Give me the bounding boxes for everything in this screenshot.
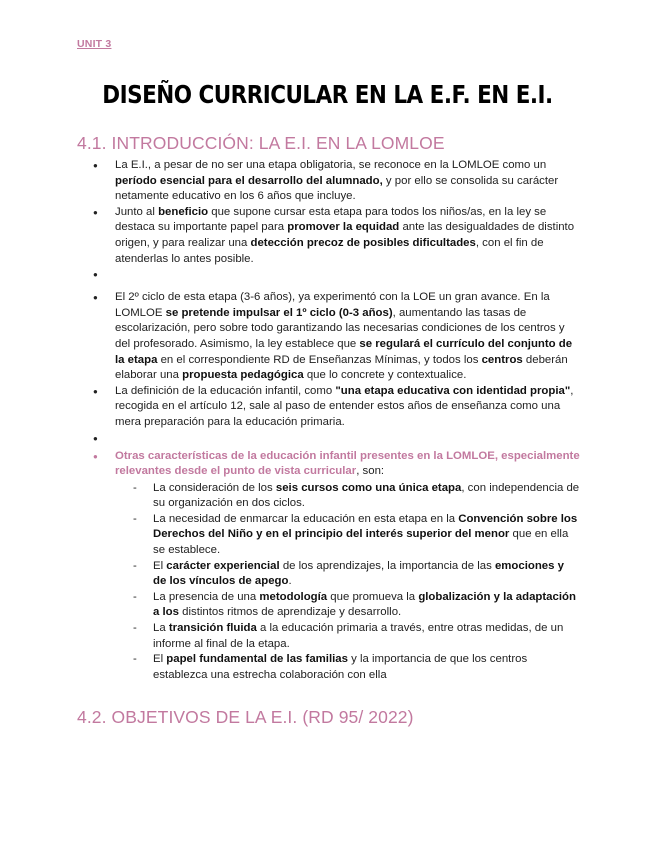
bold-run: promover la equidad xyxy=(287,221,400,234)
text-run: de los aprendizajes, la importancia de las xyxy=(279,559,495,572)
spacer xyxy=(115,267,580,282)
text-run: La necesidad de enmarcar la educación en esta etapa en la xyxy=(153,512,459,525)
bold-run: carácter experiencial xyxy=(166,559,280,572)
bold-run: se pretende impulsar el 1º ciclo (0-3 años) xyxy=(165,306,393,319)
bullet-list xyxy=(0,158,580,683)
bold-run: propuesta pedagógica xyxy=(182,369,304,382)
unit-label: UNIT 3 xyxy=(77,38,112,50)
bold-run: Convención sobre los Derechos del Niño y en el principio del interés superior del menor xyxy=(153,512,578,541)
bullet-item-beneficio xyxy=(115,205,580,267)
text-run: La consideración de los xyxy=(153,481,276,494)
bold-run: beneficio xyxy=(158,205,209,218)
bold-run: transición fluida xyxy=(168,622,257,635)
text-run: , son: xyxy=(356,465,385,478)
text-run: La presencia de una xyxy=(153,590,260,603)
dash-item-familias xyxy=(153,652,580,683)
text-run: , con el fin de atenderlas lo antes posible. xyxy=(115,236,544,265)
text-run: . xyxy=(288,575,292,588)
text-run: que lo concrete y contextualice. xyxy=(303,369,467,382)
text-run: La E.I., a pesar de no ser una etapa obligatoria, se reconoce en la LOMLOE como un xyxy=(115,159,547,171)
bold-run: detección precoz de posibles dificultades xyxy=(250,236,476,249)
bold-run: centros xyxy=(481,353,523,366)
bullet-item-etapa xyxy=(115,158,580,205)
text-run: , con independencia de su organización en dos ciclos. xyxy=(153,481,580,510)
text-run: , aumentando las tasas de escolarización, pero sobre todo garantizando las necesarias condiciones de los centros y del profesorado. Asimismo, la ley establece que xyxy=(115,306,565,350)
bold-run: metodología xyxy=(259,590,328,603)
bold-run: papel fundamental de las familias xyxy=(166,653,348,666)
bold-run: se regulará el currículo del conjunto de la etapa xyxy=(115,337,573,366)
text-run: , recogida en el artículo 12, sale al paso de entender estos años de enseñanza como una mera preparación para la educación primaria. xyxy=(115,384,574,428)
text-run: La xyxy=(153,622,169,635)
text-run: que en ella se establece. xyxy=(153,528,569,557)
text-run: en el correspondiente RD de Enseñanzas Mínimas, y todos los xyxy=(157,353,482,366)
bullet-item-definicion xyxy=(115,384,580,431)
text-run: deberán elaborar una xyxy=(115,353,568,382)
highlight-run: Otras características de la educación infantil presentes en la LOMLOE, especialmente relevantes desde el punto de vista curricular xyxy=(115,449,580,478)
section-heading-introduccion: 4.1. INTRODUCCIÓN: LA E.I. EN LA LOMLOE xyxy=(77,133,445,153)
dash-item-convencion xyxy=(153,512,580,559)
bold-run: período esencial para el desarrollo del alumnado, xyxy=(115,174,383,187)
dash-item-experiencial xyxy=(153,559,580,590)
dash-item-transicion xyxy=(153,621,580,652)
dash-list xyxy=(115,481,580,684)
text-run: que supone cursar esta etapa para todos los niños/as, en la ley se destaca su importante papel para xyxy=(115,205,547,234)
text-run: ante las desigualdades de distinto origen, y para realizar una xyxy=(115,221,575,249)
section-heading-objetivos: 4.2. OBJETIVOS DE LA E.I. (RD 95/ 2022) xyxy=(77,707,414,727)
page-title: DISEÑO CURRICULAR EN LA E.F. EN E.I. xyxy=(102,80,553,109)
text-run: y la importancia de que los centros establezca una estrecha colaboración con ella xyxy=(153,653,528,681)
dash-item-seis-cursos xyxy=(153,481,580,512)
text-run: La definición de la educación infantil, como xyxy=(115,384,336,397)
text-run: El 2º ciclo de esta etapa (3-6 años), ya experimentó con la LOE un gran avance. En la LOMLOE xyxy=(115,291,550,319)
text-run: Junto al xyxy=(115,205,159,218)
bold-run: "una etapa educativa con identidad propia" xyxy=(335,384,571,397)
bold-run: seis cursos como una única etapa xyxy=(275,481,462,494)
text-run: El xyxy=(153,559,167,572)
text-run: El xyxy=(153,653,167,666)
section-body-introduccion xyxy=(0,158,655,683)
bullet-item-segundo-ciclo xyxy=(115,290,580,384)
text-run: a la educación primaria a través, entre otras medidas, de un informe al final de la etapa. xyxy=(153,622,564,650)
text-run: y por ello se consolida su carácter netamente educativo en los 6 años que incluye. xyxy=(115,174,559,203)
spacer xyxy=(115,431,580,449)
dash-item-metodologia xyxy=(153,590,580,621)
text-run: distintos ritmos de aprendizaje y desarrollo. xyxy=(178,606,402,619)
bold-run: globalización y la adaptación a los xyxy=(153,590,576,619)
text-run: que promueva la xyxy=(327,590,419,603)
bullet-item-otras-caracteristicas xyxy=(115,449,580,684)
bold-run: emociones y de los vínculos de apego xyxy=(153,559,564,588)
